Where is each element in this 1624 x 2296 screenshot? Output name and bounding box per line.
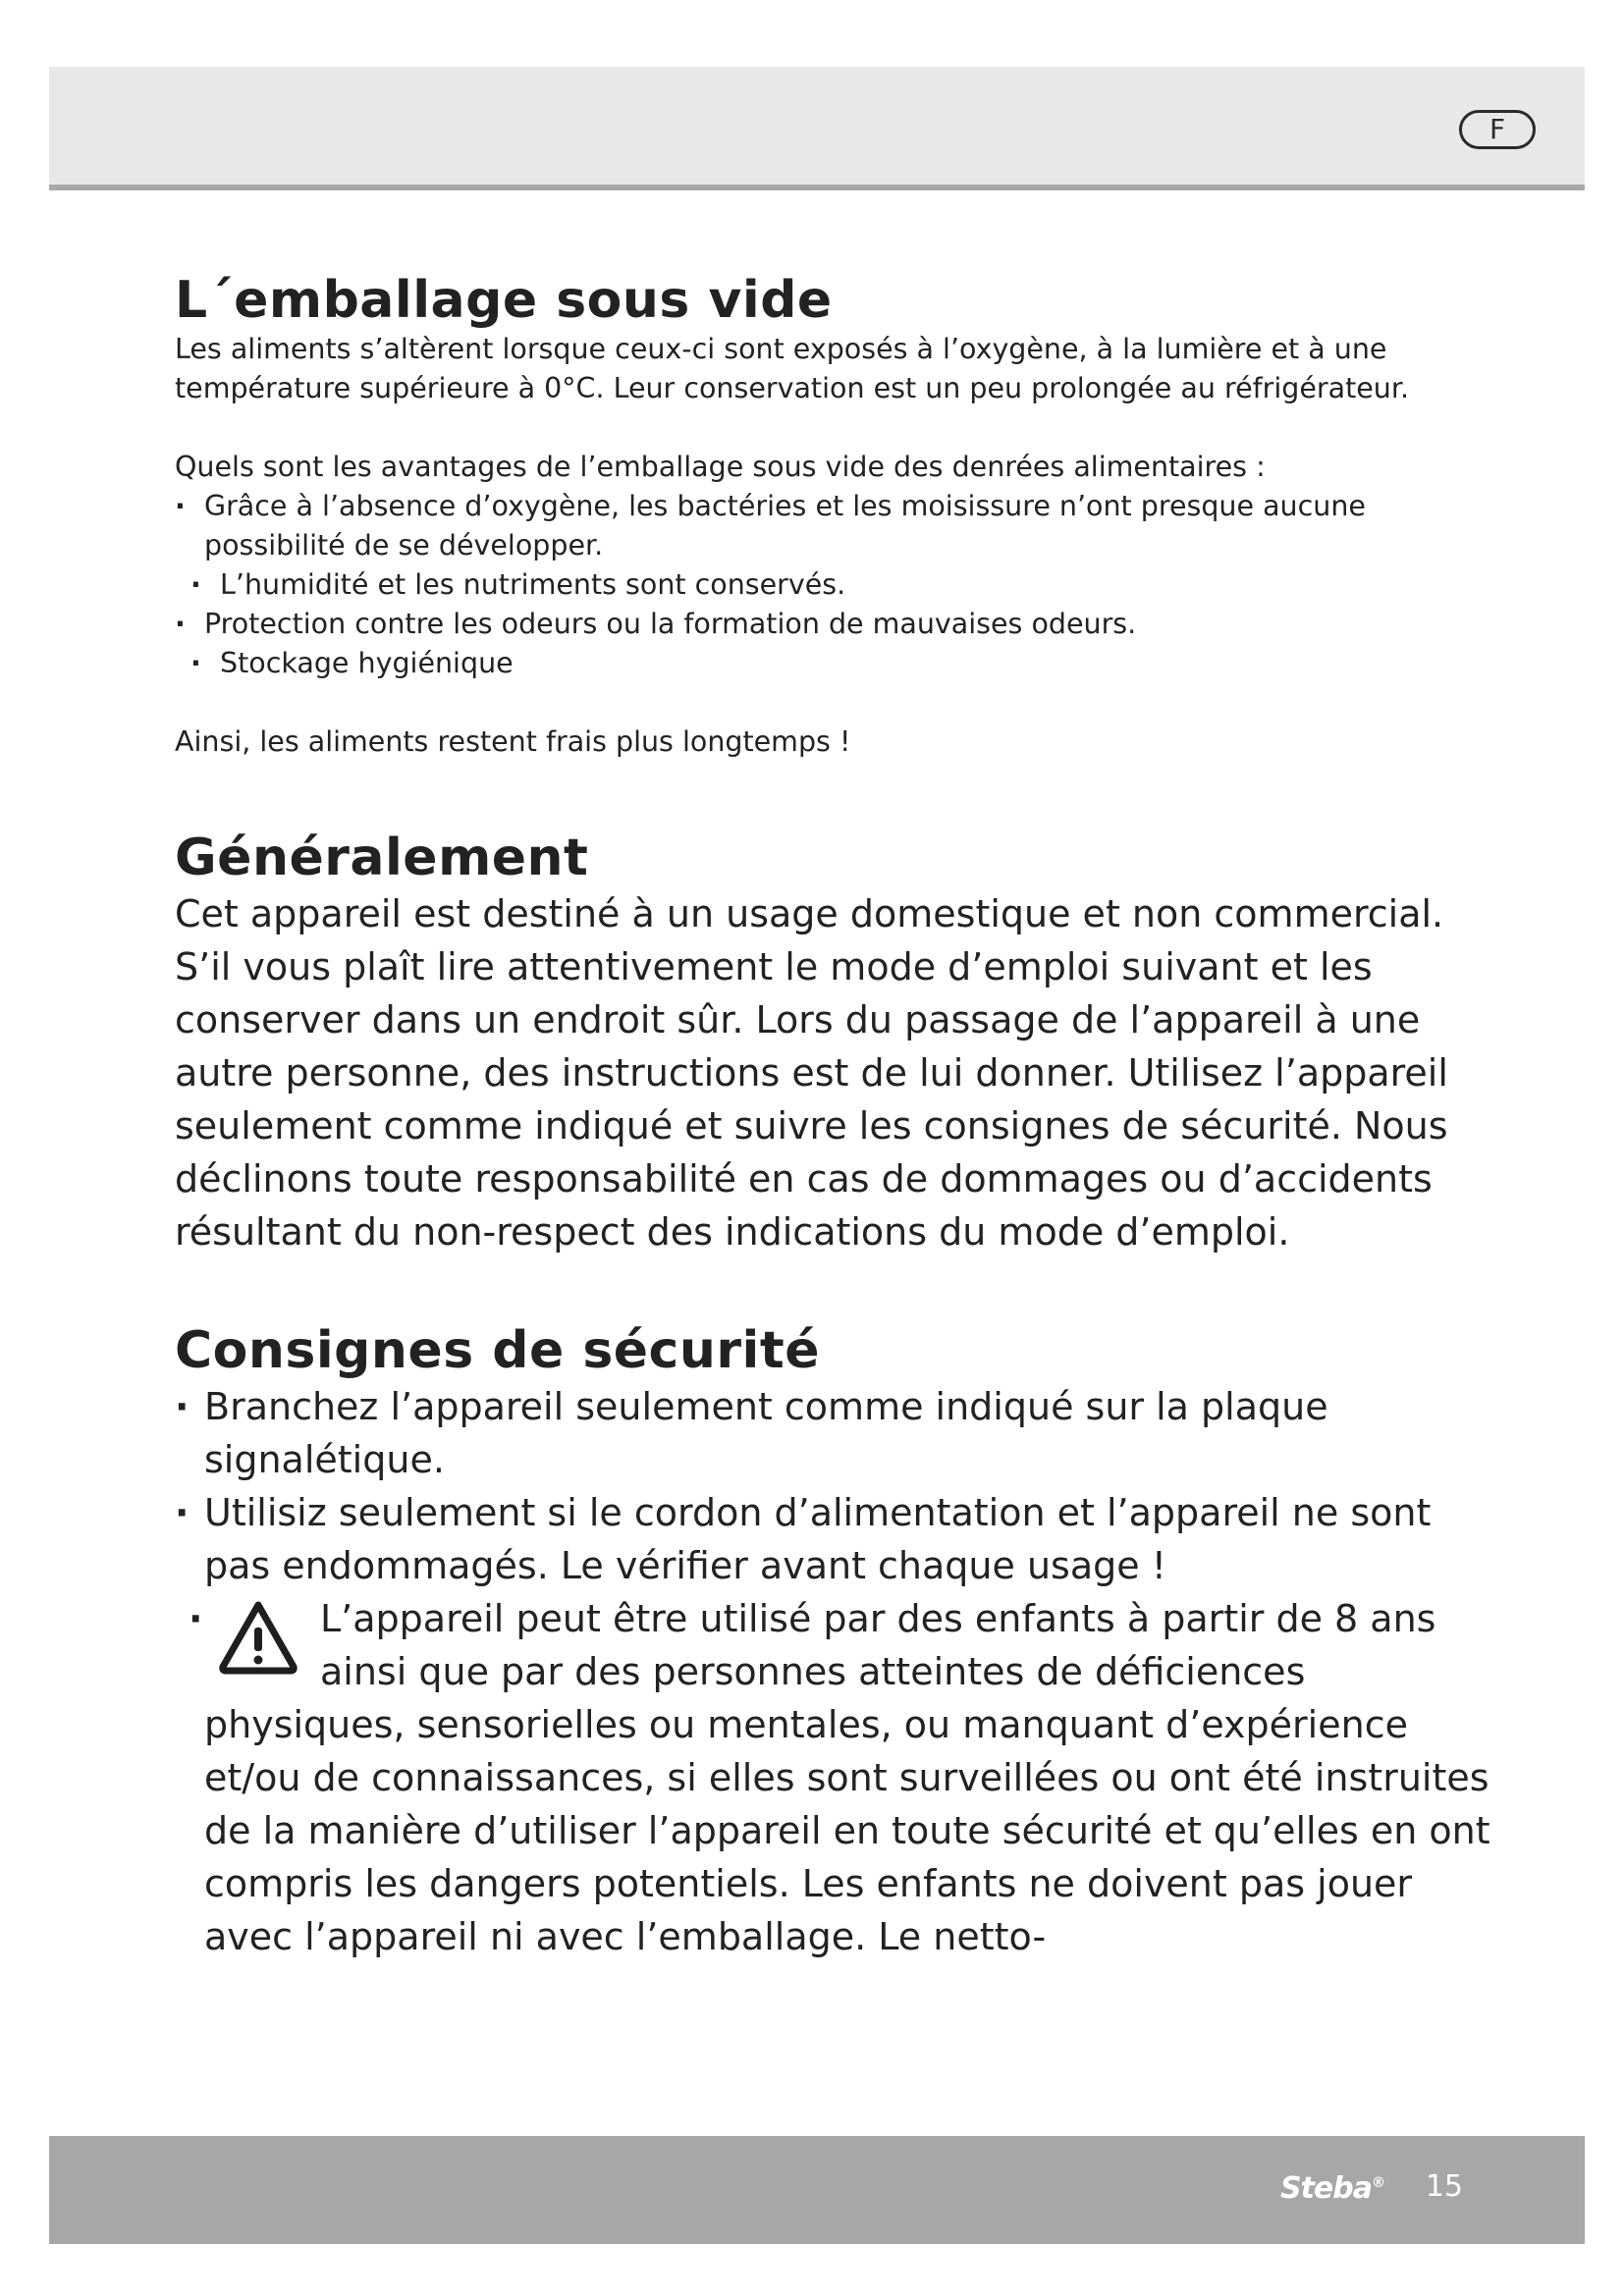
advantages-list (175, 487, 1490, 683)
section-title-safety: Consignes de sécurité (175, 1321, 820, 1380)
brand-logo: Steba® (1279, 2171, 1384, 2206)
advantages-question: Quels sont les avantages de l’emballage sous vide des denrées alimentaires : (175, 451, 1266, 483)
header-band (49, 67, 1585, 190)
list-item: · Stockage hygiénique (190, 647, 514, 679)
section-title-general: Généralement (175, 828, 589, 887)
section-vacuum-packing (175, 271, 1490, 762)
list-item: · Protection contre les odeurs ou la formation de mauvaises odeurs. (175, 608, 1137, 640)
warning-text: L’appareil peut être utilisé par des enfants à partir de 8 ans ainsi que par des personnes atteintes de déficiences physiques, sensorielles ou mentales, ou manquant d’expérience et/ou de connaissances, si elles sont surveillées ou ont été instruites de la manière d’utiliser l’appareil en toute sécurité et qu’elles en ont compris les dangers potentiels. Les enfants ne doivent pas jouer avec l’appareil ni avec l’emballage. Le netto- (204, 1597, 1490, 1958)
general-paragraph: Cet appareil est destiné à un usage domestique et non commercial. S’il vous plaît lire attentivement le mode d’emploi suivant et les conserver dans un endroit sûr. Lors du passage de l’appareil à une autre personne, des instructions est de lui donner. Utilisez l’appareil seulement comme indiqué et suivre les consignes de sécurité. Nous déclinons toute responsabilité en cas de dommages ou d’accidents résultant du non-respect des indications du mode d’emploi. (175, 892, 1448, 1254)
footer-band (49, 2136, 1585, 2244)
warning-triangle-icon (218, 1600, 298, 1675)
section-general (175, 828, 1490, 1258)
list-item: · Grâce à l’absence d’oxygène, les bactéries et les moisissure n’ont presque aucune possibilité de se développer. (175, 490, 1366, 561)
list-item: · Branchez l’appareil seulement comme indiqué sur la plaque signalétique. (175, 1385, 1328, 1481)
intro-paragraph: Les aliments s’altèrent lorsque ceux-ci sont exposés à l’oxygène, à la lumière et à une température supérieure à 0°C. Leur conservation est un peu prolongée au réfrigérateur. (175, 333, 1410, 404)
warning-item: · L’appareil peut être utilisé par des enfants à partir de 8 ans ainsi que par des personnes atteintes de déficiences physiques, sensorielles ou mentales, ou manquant d’expérience et/ou de connaissances, si elles sont surveillées ou ont été instruites de la manière d’utiliser l’appareil en toute sécurité et qu’elles en ont compris les dangers potentiels. Les enfants ne doivent pas jouer avec l’appareil ni avec l’emballage. Le netto- (189, 1597, 1490, 1958)
section-title-vacuum-packing: L´emballage sous vide (175, 271, 833, 330)
page-content (175, 271, 1490, 1963)
safety-list (175, 1380, 1490, 1963)
language-badge: F (1459, 110, 1536, 149)
section-safety (175, 1321, 1490, 1963)
conclusion-paragraph: Ainsi, les aliments restent frais plus longtemps ! (175, 725, 851, 758)
page-number: 15 (1425, 2169, 1463, 2204)
list-item: · L’humidité et les nutriments sont conservés. (190, 568, 846, 601)
list-item: · Utilisiz seulement si le cordon d’alimentation et l’appareil ne sont pas endommagés. Le vérifier avant chaque usage ! (175, 1491, 1432, 1587)
